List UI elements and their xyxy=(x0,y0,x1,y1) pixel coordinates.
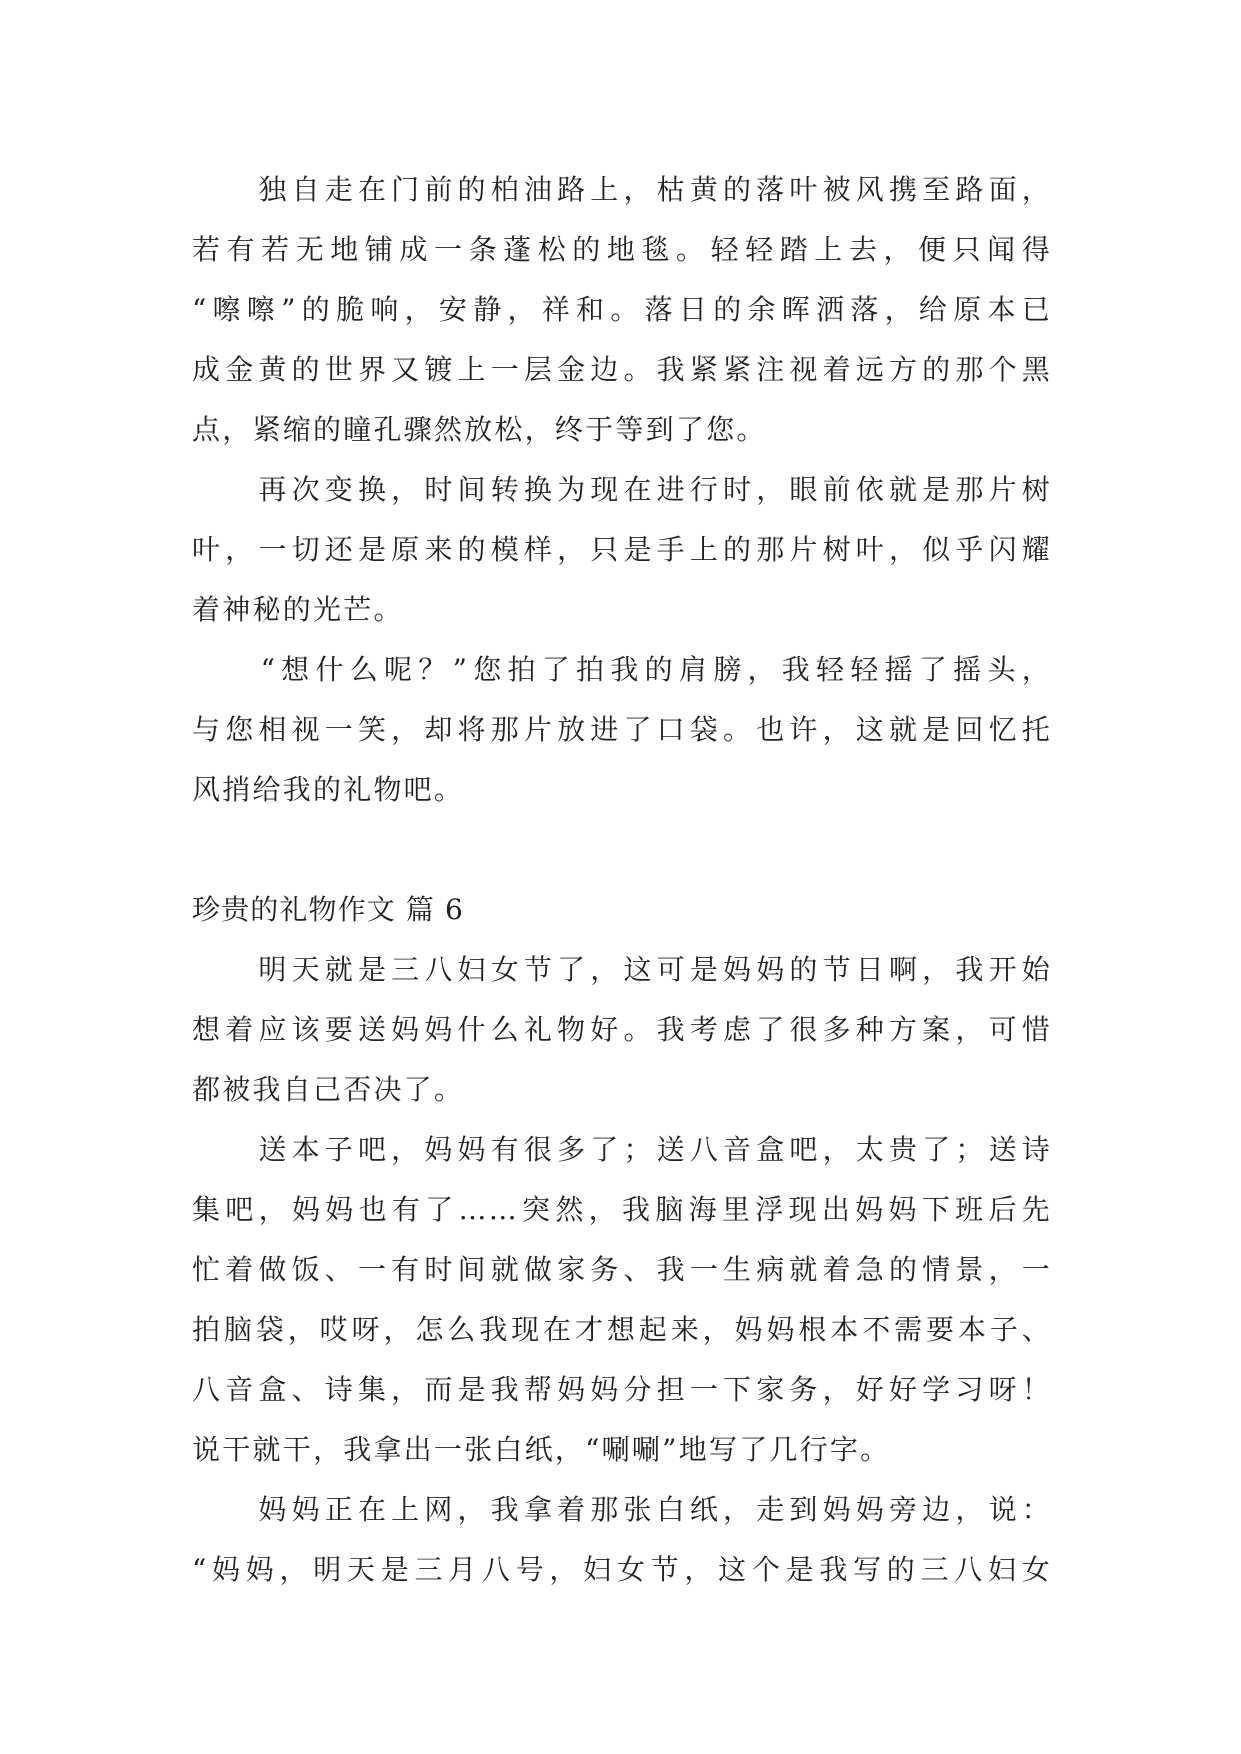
blank-line xyxy=(192,820,1052,880)
text-line: 送本子吧，妈妈有很多了；送八音盒吧，太贵了；送诗 xyxy=(192,1133,1052,1166)
text-line: 集吧，妈妈也有了……突然，我脑海里浮现出妈妈下班后先 xyxy=(192,1193,1052,1226)
document-body xyxy=(192,160,1052,1600)
paragraph xyxy=(192,640,1052,820)
text-line: 与您相视一笑，却将那片放进了口袋。也许，这就是回忆托 xyxy=(192,713,1052,746)
text-line: 说干就干，我拿出一张白纸，“唰唰”地写了几行字。 xyxy=(192,1433,891,1466)
text-line: 点，紧缩的瞳孔骤然放松，终于等到了您。 xyxy=(192,413,767,446)
paragraph xyxy=(192,1480,1052,1600)
text-line: 都被我自己否决了。 xyxy=(192,1073,465,1106)
text-line: 若有若无地铺成一条蓬松的地毯。轻轻踏上去，便只闻得 xyxy=(192,233,1052,266)
paragraph xyxy=(192,1120,1052,1480)
text-line: 忙着做饭、一有时间就做家务、我一生病就着急的情景，一 xyxy=(192,1253,1052,1286)
text-line: 再次变换，时间转换为现在进行时，眼前依就是那片树 xyxy=(192,473,1052,506)
text-line: 明天就是三八妇女节了，这可是妈妈的节日啊，我开始 xyxy=(192,953,1052,986)
paragraph xyxy=(192,940,1052,1120)
text-line: “妈妈，明天是三月八号，妇女节，这个是我写的三八妇女 xyxy=(192,1553,1052,1586)
paragraph xyxy=(192,160,1052,460)
text-line: 风捎给我的礼物吧。 xyxy=(192,773,465,806)
text-line: “嚓嚓”的脆响，安静，祥和。落日的余晖洒落，给原本已 xyxy=(192,293,1052,326)
paragraph xyxy=(192,460,1052,640)
text-line: 独自走在门前的柏油路上，枯黄的落叶被风携至路面， xyxy=(192,173,1052,206)
text-line: 拍脑袋，哎呀，怎么我现在才想起来，妈妈根本不需要本子、 xyxy=(192,1313,1052,1346)
text-line: 着神秘的光芒。 xyxy=(192,593,404,626)
text-line: 成金黄的世界又镀上一层金边。我紧紧注视着远方的那个黑 xyxy=(192,353,1052,386)
text-line: 妈妈正在上网，我拿着那张白纸，走到妈妈旁边，说： xyxy=(192,1493,1052,1526)
text-line: 想着应该要送妈妈什么礼物好。我考虑了很多种方案，可惜 xyxy=(192,1013,1052,1046)
text-line: 叶，一切还是原来的模样，只是手上的那片树叶，似乎闪耀 xyxy=(192,533,1052,566)
text-line: 八音盒、诗集，而是我帮妈妈分担一下家务，好好学习呀！ xyxy=(192,1373,1052,1406)
section-heading: 珍贵的礼物作文 篇 6 xyxy=(192,893,464,926)
text-line: “想什么呢？”您拍了拍我的肩膀，我轻轻摇了摇头， xyxy=(192,653,1052,686)
